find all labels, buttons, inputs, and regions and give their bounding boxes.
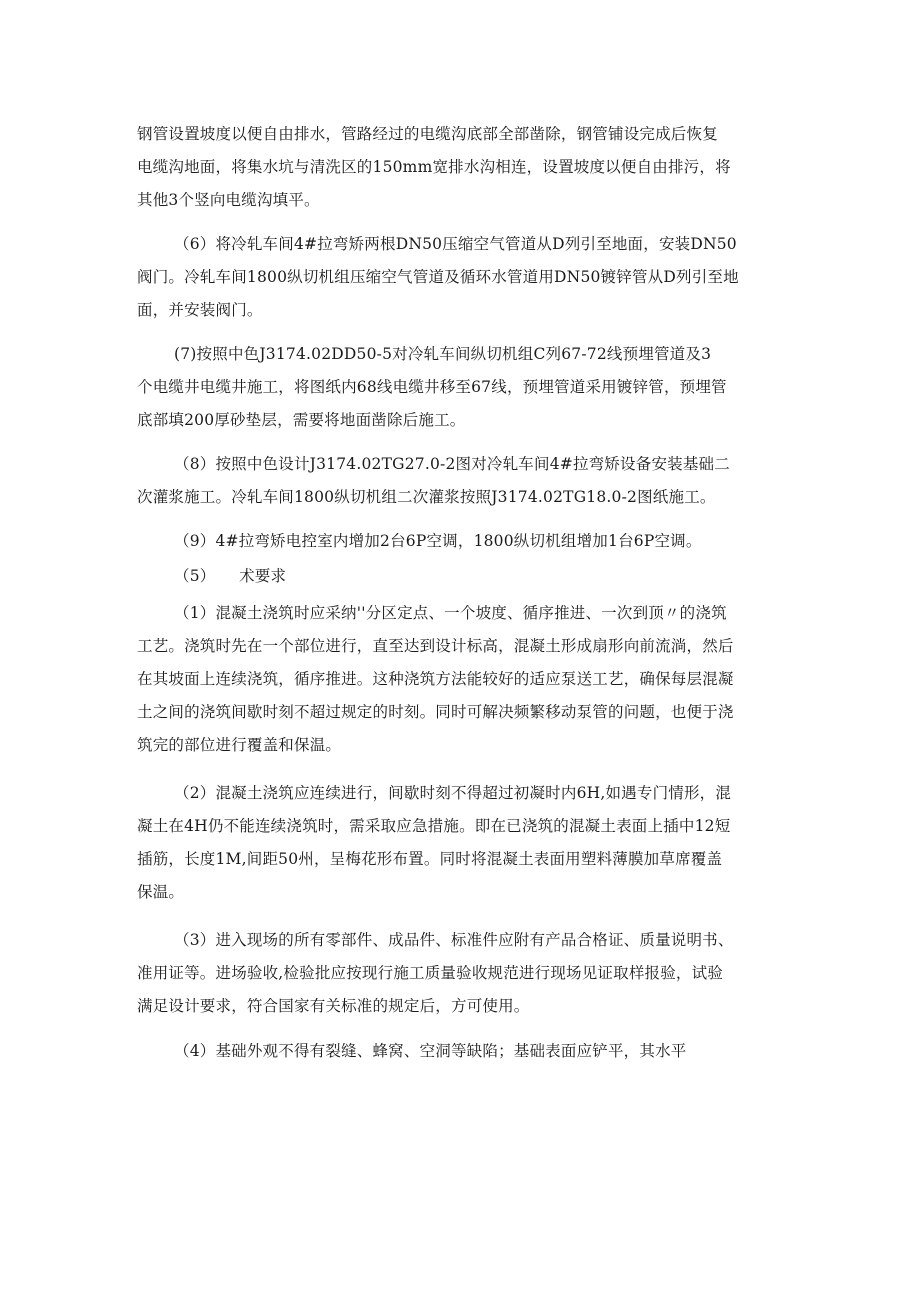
paragraph-line: 满足设计要求，符合国家有关标准的规定后，方可使用。	[137, 997, 530, 1015]
paragraph-line: 钢管设置坡度以便自由排水，管路经过的电缆沟底部全部凿除，钢管铺设完成后恢复	[137, 125, 718, 143]
paragraph-line: （2）混凝土浇筑应连续进行，间歇时刻不得超过初凝时内6H,如遇专门情形，混	[174, 784, 732, 802]
paragraph-line: （9）4#拉弯矫电控室内增加2台6P空调，1800纵切机组增加1台6P空调。	[174, 532, 702, 550]
paragraph-line: 在其坡面上连续浇筑，循序推进。这种浇筑方法能较好的适应泵送工艺，确保每层混凝	[137, 670, 734, 688]
paragraph-line: 其他3个竖向电缆沟填平。	[137, 191, 320, 209]
paragraph-line: 次灌浆施工。冷轧车间1800纵切机组二次灌浆按照J3174.02TG18.0-2图纸施工。	[137, 488, 716, 506]
paragraph-line: 面，并安装阀门。	[137, 301, 263, 319]
paragraph-line: 土之间的浇筑间歇时刻不超过规定的时刻。同时可解决频繁移动泵管的问题，也便于浇	[137, 703, 734, 721]
paragraph-line: （3）进入现场的所有零部件、成品件、标准件应附有产品合格证、质量说明书、	[174, 931, 734, 949]
paragraph-line: 阀门。冷轧车间1800纵切机组压缩空气管道及循环水管道用DN50镀锌管从D列引至地	[137, 268, 739, 286]
paragraph-line: 插筋，长度1M,间距50州，呈梅花形布置。同时将混凝土表面用塑料薄膜加草席覆盖	[137, 850, 723, 868]
paragraph-line: (7)按照中色J3174.02DD50-5对冷轧车间纵切机组C列67-72线预埋管道及3	[174, 345, 712, 363]
paragraph-line: 电缆沟地面，将集水坑与清洗区的150mm宽排水沟相连，设置坡度以便自由排污，将	[137, 158, 731, 176]
paragraph-line: 凝土在4H仍不能连续浇筑时，需采取应急措施。即在已浇筑的混凝土表面上插中12短	[137, 817, 731, 835]
section-heading: （5） 术要求	[174, 567, 287, 585]
paragraph-line: 底部填200厚砂垫层，需要将地面凿除后施工。	[137, 411, 466, 429]
paragraph-line: 保温。	[137, 883, 185, 901]
paragraph-line: 个电缆井电缆井施工，将图纸内68线电缆井移至67线，预埋管道采用镀锌管，预埋管	[137, 378, 727, 396]
paragraph-line: 筑完的部位进行覆盖和保温。	[137, 736, 342, 754]
paragraph-line: （1）混凝土浇筑时应采纳''分区定点、一个坡度、循序推进、一次到顶〃的浇筑	[174, 604, 727, 622]
paragraph-line: （4）基础外观不得有裂缝、蜂窝、空洞等缺陷；基础表面应铲平，其水平	[174, 1042, 687, 1060]
paragraph-line: （6）将冷轧车间4#拉弯矫两根DN50压缩空气管道从D列引至地面，安装DN50	[174, 235, 737, 253]
paragraph-line: （8）按照中色设计J3174.02TG27.0-2图对冷轧车间4#拉弯矫设备安装基础二	[174, 455, 730, 473]
paragraph-line: 工艺。浇筑时先在一个部位进行，直至达到设计标高，混凝土形成扇形向前流淌，然后	[137, 637, 734, 655]
paragraph-line: 准用证等。进场验收,检验批应按现行施工质量验收规范进行现场见证取样报验，试验	[137, 964, 724, 982]
